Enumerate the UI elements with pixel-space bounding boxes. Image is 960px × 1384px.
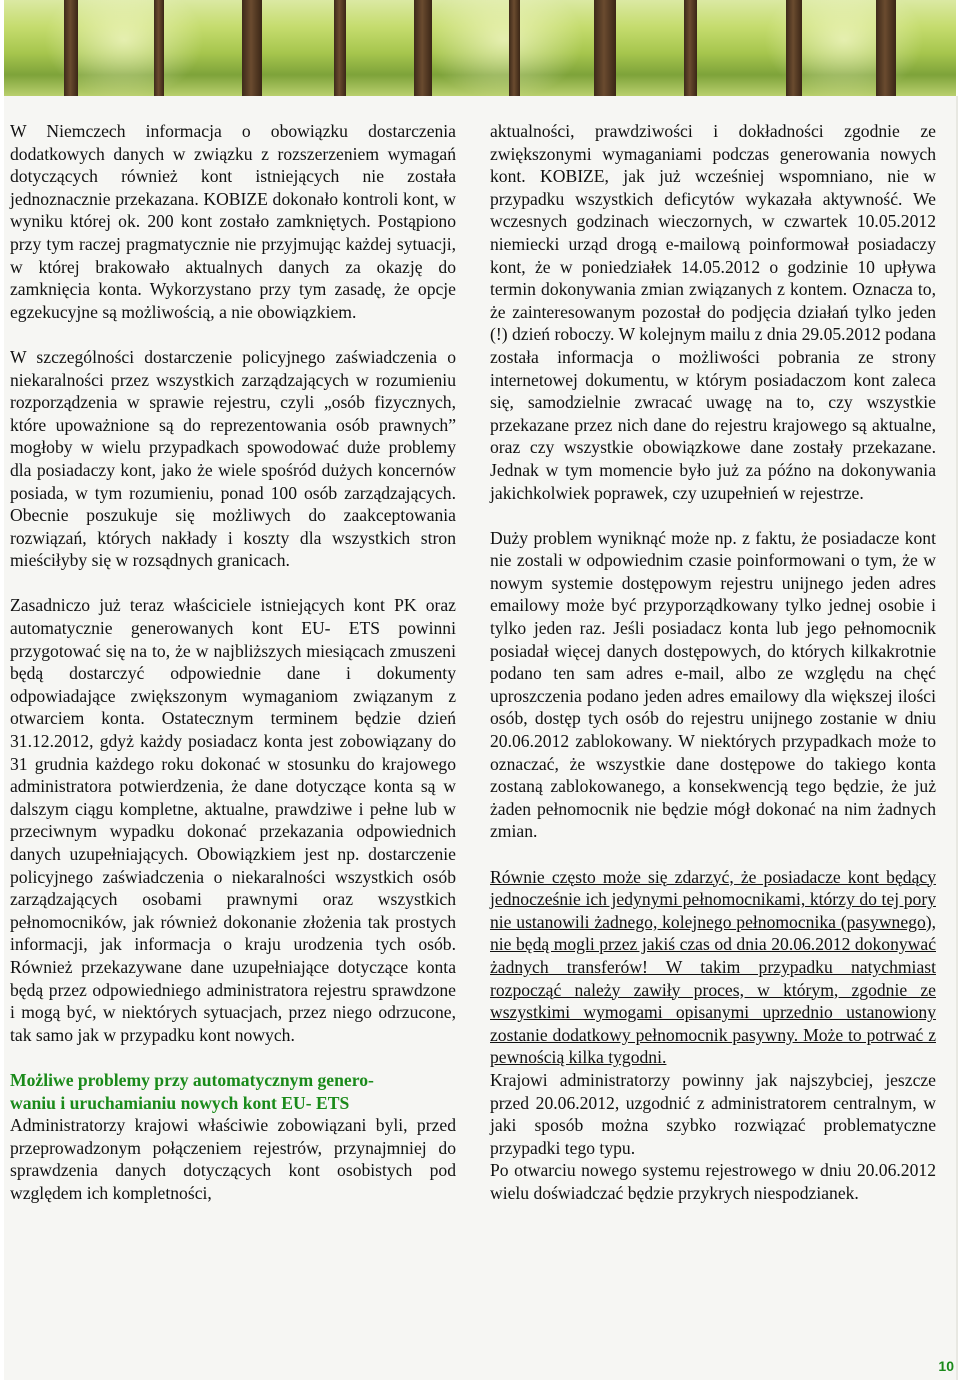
paragraph: Administratorzy krajowi właściwie zobowiązani byli, przed przeprowadzonym połączeniem rejestrów, przynajmniej do sprawdzenia danych dotyczących kont osobistych pod względem ich kompletności, — [10, 1115, 456, 1203]
paragraph: Krajowi administratorzy powinny jak najszybciej, jeszcze przed 20.06.2012, uzgodnić z administratorem centralnym, w jaki sposób można szybko rozwiązać problematyczne przypadki tego typu. — [490, 1069, 936, 1158]
paragraph: W szczególności dostarczenie policyjnego zaświadczenia o niekaralności przez wszystkich zarządzających w rozumieniu rozporządzenia w sprawie rejestru, czyli „osób fizycznych, które upoważnione są do reprezentowania osób prawnych” mogłoby w wielu przypadkach spowodować duże problemy dla posiadaczy kont, jako że wiele spośród dużych koncernów posiada, w tym rozumieniu, ponad 100 osób zarządzających. Obecnie poszukuje się możliwych do zaakceptowania rozwiązań, których nakłady i koszty dla wszystkich stron mieściłyby się w rozsądnych granicach. — [10, 346, 456, 571]
section-heading — [10, 1069, 456, 1114]
paragraph: W Niemczech informacja o obowiązku dostarczenia dodatkowych danych w związku z rozszerzeniem wymagań dotyczących również kont istniejących nie została jednoznacznie przekazana. KOBIZE dokonało kontroli kont, w wyniku której ok. 200 kont zostało zamkniętych. Postąpiono przy tym raczej pragmatycznie nie przyjmując każdej sytuacji, w której brakowało aktualnych danych za okazję do zamknięcia konta. Wykorzystano przy tym zasadę, że opcje egzekucyjne są możliwością, a nie obowiązkiem. — [10, 121, 456, 322]
section-heading-line: Możliwe problemy przy automatycznym genero- — [10, 1069, 374, 1090]
paragraph: Zasadniczo już teraz właściciele istniejących kont PK oraz automatycznie generowanych kont EU- ETS powinni przygotować się na to, że w najbliższych miesiącach zmuszeni będą dostarczyć odpowiednie dane i dokumenty odpowiadające zwiększonym wymaganiom związanym z otwarciem konta. Ostatecznym terminem będzie dzień 31.12.2012, gdyż każdy posiadacz konta jest zobowiązany do 31 grudnia każdego roku dokonać w stosunku do krajowego administratora potwierdzenia, że dane dotyczące konta są w dalszym ciągu kompletne, aktualne, prawdziwe i pełne lub w przeciwnym wypadku dokonać przekazania odpowiednich danych uzupełniających. Obowiązkiem jest np. dostarczenie policyjnego zaświadczenia o niekaralności wszystkich osób zarządzających osobami prawnymi oraz wszystkich pełnomocników, jak również dokonanie złożenia tak prostych informacji, jak informacja o kraju urodzenia tych osób. Również przekazywane dane uzupełniające dotyczące konta będą przez odpowiedniego administratora rejestru sprawdzone i mogą być, w niektórych sytuacjach, przez niego odrzucone, tak samo jak w przypadku kont nowych. — [10, 595, 456, 1045]
page-number: 10 — [938, 1358, 954, 1374]
paragraph: Po otwarciu nowego systemu rejestrowego w dniu 20.06.2012 wielu doświadczać będzie przykrych niespodzianek. — [490, 1160, 936, 1203]
section-heading-line: waniu i uruchamianiu nowych kont EU- ETS — [10, 1092, 350, 1113]
paragraph: Duży problem wyniknąć może np. z faktu, że posiadacze kont nie zostali w odpowiednim czasie poinformowani o tym, że w nowym systemie dostępowym rejestru unijnego jeden adres emailowy może być przyporządkowany tylko jednej osobie i tylko jeden raz. Jeśli posiadacz konta lub jego pełnomocnik posiadał więcej danych dostępowych, do których kilkakrotnie podano ten sam adres e-mail, albo ze względu na chęć uproszczenia podano jeden adres emailowy dla większej ilości osób, dostęp tych osób do rejestru unijnego zostanie w dniu 20.06.2012 zablokowany. W niektórych przypadkach może to oznaczać, że wszystkie dane dostępowe do takiego konta zostaną zablokowanego, a konsekwencją tego będzie, że już żaden pełnomocnik nie będzie mógł dokonać na nim żadnych zmian. — [490, 527, 936, 842]
left-column — [10, 120, 456, 1205]
forest-header-image — [4, 0, 956, 96]
right-column — [490, 120, 936, 1205]
underlined-paragraph: Równie często może się zdarzyć, że posiadacze kont będący jednocześnie ich jedynymi pełnomocnikami, którzy do tej pory nie ustanowili żadnego, kolejnego pełnomocnika (pasywnego), nie będą mogli przez jakiś czas od dnia 20.06.2012 dokonywać żadnych transferów! W takim przypadku natychmiast rozpocząć należy zawiły proces, w którym, zgodnie ze wszystkimi wymogami opisanymi uprzednio ustanowiony zostanie dodatkowy pełnomocnik pasywny. Może to potrwać z pewnością kilka tygodni. — [490, 866, 936, 1068]
paragraph: aktualności, prawdziwości i dokładności zgodnie ze zwiększonymi wymaganiami podczas generowania nowych kont. KOBIZE, jak już wcześniej wspomniano, nie w przypadku wszystkich deficytów wykazała aktywność. We wczesnych godzinach wieczornych, w czwartek 10.05.2012 niemiecki urząd drogą e-mailową poinformował posiadaczy kont, że w poniedziałek 14.05.2012 o godzinie 10 upływa termin dokonywania zmian związanych z kontem. Oznacza to, że zainteresowanym pozostał do podjęcia działań tylko jeden (!) dzień roboczy. W kolejnym mailu z dnia 29.05.2012 podana została informacja o możliwości pobrania ze strony internetowej dokumentu, w którym posiadaczom kont zaleca się, samodzielnie zwracać uwagę na to, czy wszystkie przekazane przez nich dane do rejestru krajowego są aktualne, oraz czy wszystkie obowiązkowe dane zostały przekazane. Jednak w tym momencie było już za późno na dokonywania jakichkolwiek poprawek, czy uzupełnień w rejestrze. — [490, 121, 936, 503]
